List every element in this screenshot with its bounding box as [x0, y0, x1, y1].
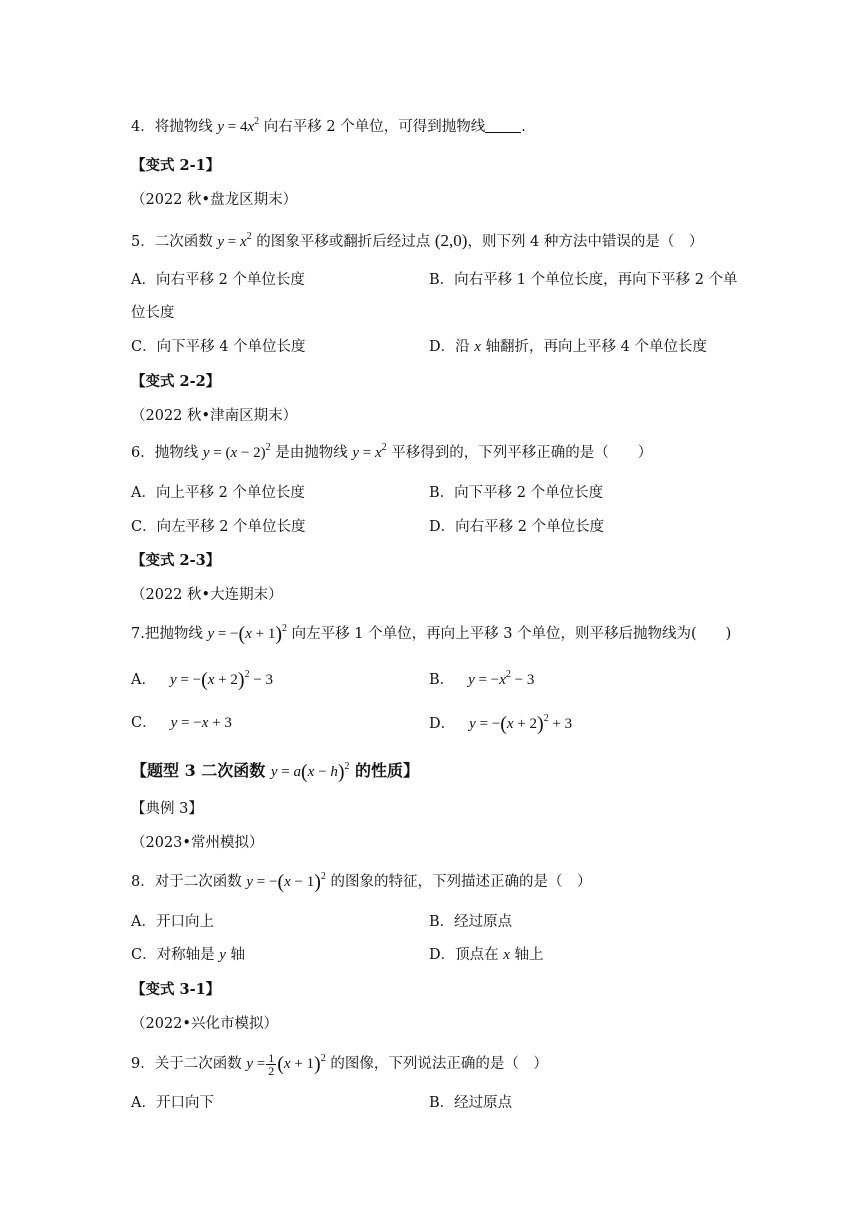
formula: $y = a(x - h)^2$	[270, 761, 350, 783]
option-a[interactable]: A．向右平移 2 个单位长度	[131, 272, 305, 288]
question-number: 7.	[131, 626, 145, 642]
source-note: （2022 秋•津南区期末）	[131, 408, 298, 424]
variant-label: 【变式 2-1】	[131, 157, 221, 174]
formula: x	[474, 339, 481, 355]
option-text: C．对称轴是	[131, 947, 220, 963]
option-b[interactable]	[429, 670, 534, 690]
variant-label: 【变式 2-2】	[131, 373, 221, 390]
heading-text: 的性质】	[349, 761, 420, 780]
question-9	[131, 1052, 548, 1077]
question-text: 是由抛物线	[270, 445, 353, 461]
option-text: 轴上	[509, 947, 544, 963]
formula: y = $\frac{1}{2}$ $(x + 1)^2$	[246, 1051, 326, 1078]
question-text: 抛物线	[154, 445, 203, 461]
option-c[interactable]	[131, 713, 232, 733]
source-note: （2022 秋•大连期末）	[131, 587, 283, 603]
option-c[interactable]: C．向左平移 2 个单位长度	[131, 519, 306, 535]
option-text: D．顶点在	[429, 947, 504, 963]
option-text: D．沿	[429, 339, 475, 355]
formula: $y = -(x + 2)^2 + 3$	[469, 713, 573, 735]
question-text: 的图象平移或翻折后经过点	[251, 234, 435, 250]
option-c[interactable]: C．向下平移 4 个单位长度	[131, 339, 306, 355]
option-letter: B．	[429, 672, 455, 688]
formula: $y = -(x + 1)^2$	[207, 623, 288, 645]
question-8	[131, 872, 592, 892]
formula: $y = 4x^2$	[217, 116, 260, 135]
question-number: 6．	[131, 445, 155, 461]
option-letter: D．	[429, 716, 456, 732]
option-b-continued: 位长度	[131, 305, 175, 321]
heading-text: 【题型 3 二次函数	[131, 761, 271, 780]
source-note: （2022•兴化市模拟）	[131, 1016, 278, 1032]
formula: $y = (x - 2)^2$	[202, 442, 271, 461]
formula: $y = -x^2 - 3$	[468, 669, 535, 688]
question-7	[131, 624, 731, 644]
option-d[interactable]	[429, 337, 707, 357]
question-text: ，则下列 4 种方法中错误的是（ ）	[467, 234, 704, 250]
formula: $y = x^2$	[352, 442, 387, 461]
option-c[interactable]	[131, 945, 245, 965]
option-d[interactable]	[429, 945, 544, 965]
option-text: 轴	[225, 947, 245, 963]
question-text: .	[521, 119, 526, 135]
variant-label: 【变式 2-3】	[131, 552, 221, 569]
option-d[interactable]	[429, 714, 572, 734]
question-text: 的图象的特征，下列描述正确的是（ ）	[325, 874, 592, 890]
answer-blank[interactable]	[485, 118, 521, 133]
question-text: 向左平移 1 个单位，再向上平移 3 个单位，则平移后抛物线为( )	[287, 626, 732, 642]
source-note: （2022 秋•盘龙区期末）	[131, 192, 298, 208]
question-text: 平移得到的，下列平移正确的是（ ）	[386, 445, 653, 461]
question-number: 8．	[131, 874, 155, 890]
question-text: 的图像，下列说法正确的是（ ）	[325, 1055, 548, 1072]
question-4	[131, 117, 526, 137]
formula: x	[503, 947, 510, 963]
example-label: 【典例 3】	[131, 801, 203, 817]
point: (2,0)	[434, 231, 468, 250]
option-a[interactable]: A．开口向下	[131, 1095, 214, 1111]
question-text: 把抛物线	[144, 626, 208, 642]
formula: y	[219, 947, 226, 963]
question-text: 向右平移 2 个单位，可得到抛物线	[259, 119, 486, 135]
formula: $y = -(x + 2)^2 - 3$	[169, 669, 274, 691]
option-b[interactable]: B．向右平移 1 个单位长度，再向下平移 2 个单	[429, 272, 738, 288]
question-text: 对于二次函数	[154, 874, 247, 890]
option-a[interactable]: A．开口向上	[131, 914, 214, 930]
option-d[interactable]: D．向右平移 2 个单位长度	[429, 519, 605, 535]
formula: $y = -(x - 1)^2$	[246, 871, 326, 893]
option-b[interactable]: B．经过原点	[429, 1095, 513, 1111]
question-number: 9．	[131, 1055, 155, 1072]
question-6	[131, 443, 652, 463]
question-number: 5．	[131, 234, 155, 250]
question-number: 4．	[131, 119, 155, 135]
option-a[interactable]: A．向上平移 2 个单位长度	[131, 485, 305, 501]
formula: y = −x + 3	[170, 715, 232, 731]
option-b[interactable]: B．向下平移 2 个单位长度	[429, 485, 604, 501]
question-text: 关于二次函数	[154, 1055, 247, 1072]
question-5	[131, 231, 703, 252]
option-a[interactable]	[131, 670, 273, 690]
section-heading	[131, 761, 419, 782]
option-letter: A．	[131, 672, 156, 688]
variant-label: 【变式 3-1】	[131, 981, 221, 998]
question-text: 将抛物线	[154, 119, 218, 135]
option-text: 轴翻折，再向上平移 4 个单位长度	[480, 339, 707, 355]
question-text: 二次函数	[154, 234, 218, 250]
option-b[interactable]: B．经过原点	[429, 914, 513, 930]
option-letter: C．	[131, 715, 157, 731]
source-note: （2023•常州模拟）	[131, 835, 264, 851]
formula: $y = x^2$	[217, 231, 252, 250]
